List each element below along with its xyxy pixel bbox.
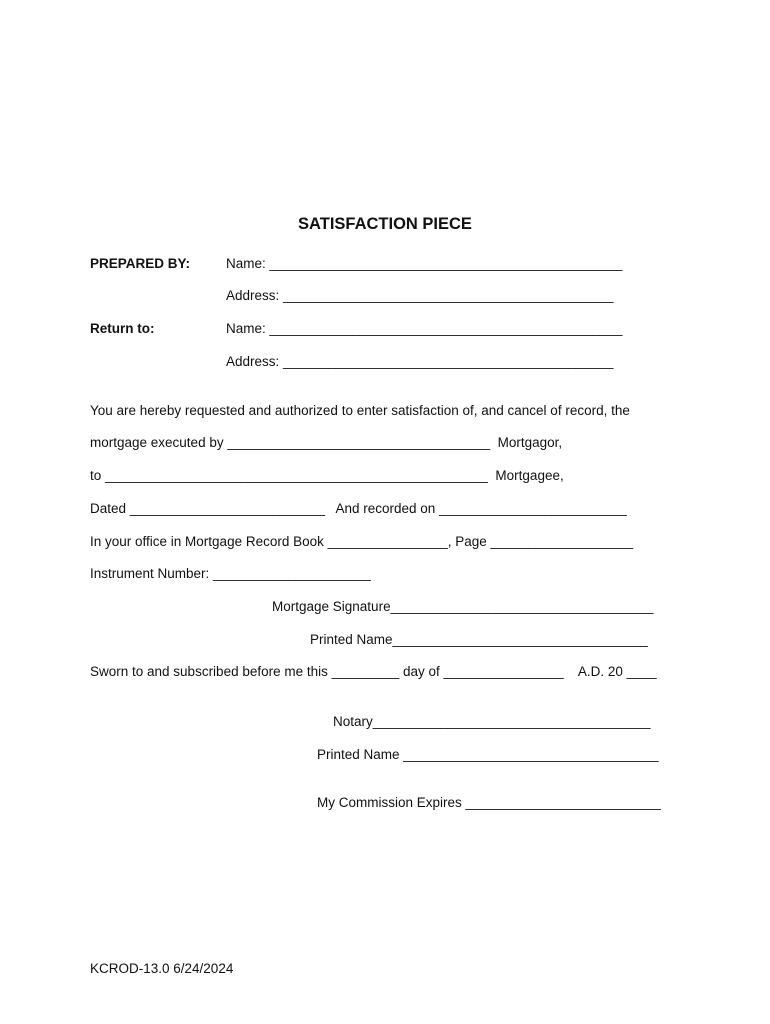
mortgagor-line[interactable]: mortgage executed by ___________________________________ Mortgagor, [90, 435, 563, 450]
prepared-by-address-line[interactable]: Address: ____________________________________________ [226, 288, 614, 303]
instrument-number-line[interactable]: Instrument Number: _____________________ [90, 566, 371, 581]
return-to-label: Return to: [90, 321, 155, 336]
form-code-footer: KCROD-13.0 6/24/2024 [90, 961, 234, 976]
mortgagee-line[interactable]: to ___________________________________________________ Mortgagee, [90, 468, 564, 483]
prepared-by-label: PREPARED BY: [90, 256, 191, 271]
document-title: SATISFACTION PIECE [298, 215, 472, 233]
notary-printed-name-line[interactable]: Printed Name __________________________________ [317, 747, 659, 762]
return-to-name-line[interactable]: Name: _______________________________________________ [226, 321, 623, 336]
commission-expires-line[interactable]: My Commission Expires __________________________ [317, 795, 661, 810]
notary-line[interactable]: Notary_____________________________________ [333, 714, 651, 729]
prepared-by-name-line[interactable]: Name: _______________________________________________ [226, 256, 623, 271]
request-text: You are hereby requested and authorized to enter satisfaction of, and cancel of record, the [90, 403, 630, 418]
sworn-line[interactable]: Sworn to and subscribed before me this _________ day of ________________ A.D. 20 ____ [90, 664, 657, 679]
printed-name-line[interactable]: Printed Name__________________________________ [310, 632, 648, 647]
return-to-address-line[interactable]: Address: ____________________________________________ [226, 354, 614, 369]
dated-recorded-line[interactable]: Dated __________________________ And recorded on _________________________ [90, 501, 627, 516]
mortgage-signature-line[interactable]: Mortgage Signature___________________________________ [272, 599, 654, 614]
record-book-line[interactable]: In your office in Mortgage Record Book ________________, Page ___________________ [90, 534, 634, 549]
